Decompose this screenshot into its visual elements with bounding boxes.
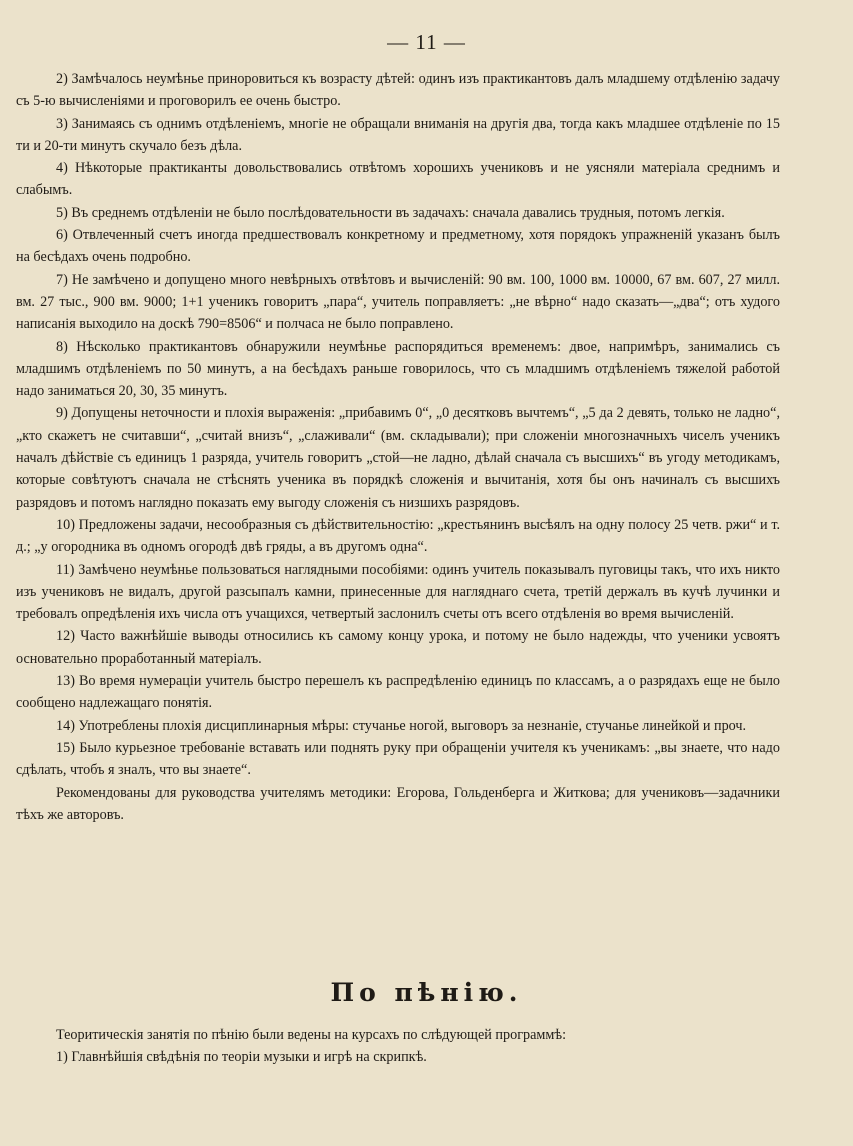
paragraph-5: 5) Въ среднемъ отдѣленіи не было послѣдовательности въ задачахъ: сначала давались трудныя, потомъ легкія. <box>56 204 725 221</box>
program-intro: Теоритическія занятія по пѣнію были ведены на курсахъ по слѣдующей программѣ: <box>56 1027 567 1043</box>
paragraph-3: 3) Занимаясь съ однимъ отдѣленіемъ, многіе не обращали вниманія на другія два, тогда какъ младшее отдѣленіе по 15 ти и 20-ти минутъ скучало безъ дѣла. <box>16 115 780 154</box>
paragraph-2: 2) Замѣчалось неумѣнье приноровиться къ возрасту дѣтей: одинъ изъ практикантовъ далъ младшему отдѣленію задачу съ 5-ю вычисленіями и проговорилъ ее очень быстро. <box>16 71 780 110</box>
paragraph-15: 15) Было курьезное требованіе вставать или поднять руку при обращеніи учителя къ ученикамъ: „вы знаете, что надо сдѣлать, чтобъ я зналъ, что вы знаете“. <box>16 739 780 779</box>
paragraph-6: 6) Отвлеченный счетъ иногда предшествовалъ конкретному и предметному, хотя порядокъ упражненій указанъ былъ на бесѣдахъ очень подробно. <box>16 227 780 266</box>
paragraph-13: 13) Во время нумераціи учитель быстро перешелъ къ распредѣленію единицъ по классамъ, а о разрядахъ еще не было сообщено надлежащаго понятія. <box>16 673 780 712</box>
paragraph-4: 4) Нѣкоторые практиканты довольствовались отвѣтомъ хорошихъ учениковъ и не уясняли матеріала среднимъ и слабымъ. <box>16 160 780 199</box>
page-number: — 11 — <box>387 30 466 54</box>
paragraph-7: 7) Не замѣчено и допущено много невѣрныхъ отвѣтовъ и вычисленій: 90 вм. 100, 1000 вм. 10000, 67 вм. 607, 27 милл. вм. 27 тыс., 900 вм. 9000; 1+1 ученикъ говоритъ „пара“, учитель поправляетъ: „не вѣрно“ надо сказать—„два“; отъ худого написанія выходило на доскѣ 790=8506“ и полчаса не было поправлено. <box>16 271 780 333</box>
paragraph-14: 14) Употреблены плохія дисциплинарныя мѣры: стучанье ногой, выговоръ за незнаніе, стучанье линейкой и проч. <box>56 717 747 734</box>
recommendation-paragraph: Рекомендованы для руководства учителямъ методики: Егорова, Гольденберга и Житкова; для учениковъ—задачники тѣхъ же авторовъ. <box>16 784 780 823</box>
paragraph-8: 8) Нѣсколько практикантовъ обнаружили неумѣнье распорядиться временемъ: двое, напримѣръ, занимались съ младшимъ отдѣленіемъ по 50 минутъ, а на бесѣдахъ раньше говорилось, что съ младшимъ отдѣленіемъ тяжелой работой надо заниматься 20, 30, 35 минутъ. <box>16 338 780 400</box>
paragraph-10: 10) Предложены задачи, несообразныя съ дѣйствительностію: „крестьянинъ высѣялъ на одну полосу 25 четв. ржи“ и т. д.; „у огородника въ одномъ огородѣ двѣ гряды, а въ другомъ одна“. <box>16 516 780 556</box>
report-body <box>16 68 780 826</box>
program-item-1: 1) Главнѣйшія свѣдѣнія по теоріи музыки и игрѣ на скрипкѣ. <box>56 1049 427 1066</box>
section-title: По пѣнію. <box>330 978 523 1007</box>
paragraph-11: 11) Замѣчено неумѣнье пользоваться наглядными пособіями: одинъ учитель показывалъ пуговицы такъ, что ихъ никто изъ учениковъ не видалъ, другой разсыпалъ камни, принесенные для нагляднаго счета, третій держалъ въ кучѣ лучинки и требовалъ опредѣленія ихъ числа отъ учащихся, четвертый заслонилъ счеты отъ всего отдѣленія во время вычисленій. <box>16 561 780 623</box>
paragraph-12: 12) Часто важнѣйшіе выводы относились къ самому концу урока, и потому не было надежды, что ученики усвоятъ основательно проработанный матеріалъ. <box>16 628 780 667</box>
paragraph-9: 9) Допущены неточности и плохія выраженія: „прибавимъ 0“, „0 десятковъ вычтемъ“, „5 да 2 девять, только не ладно“, „кто скажетъ не считавши“, „считай внизъ“, „слаживали“ (вм. складывали); при сложеніи многозначныхъ чиселъ ученикъ началъ дѣйствіе съ единицъ 1 разряда, учитель говоритъ „стой—не ладно, дѣлай сначала съ высшихъ“ въ угоду методикамъ, которые совѣтуютъ сначала не стѣснять ученика въ порядкѣ сложенія и вычитанія, хотя бы онъ начиналъ съ высшихъ разрядовъ и потомъ наглядно показать ему выгоду сложенія съ низшихъ разрядовъ. <box>16 405 780 511</box>
singing-section-body <box>16 1024 780 1069</box>
